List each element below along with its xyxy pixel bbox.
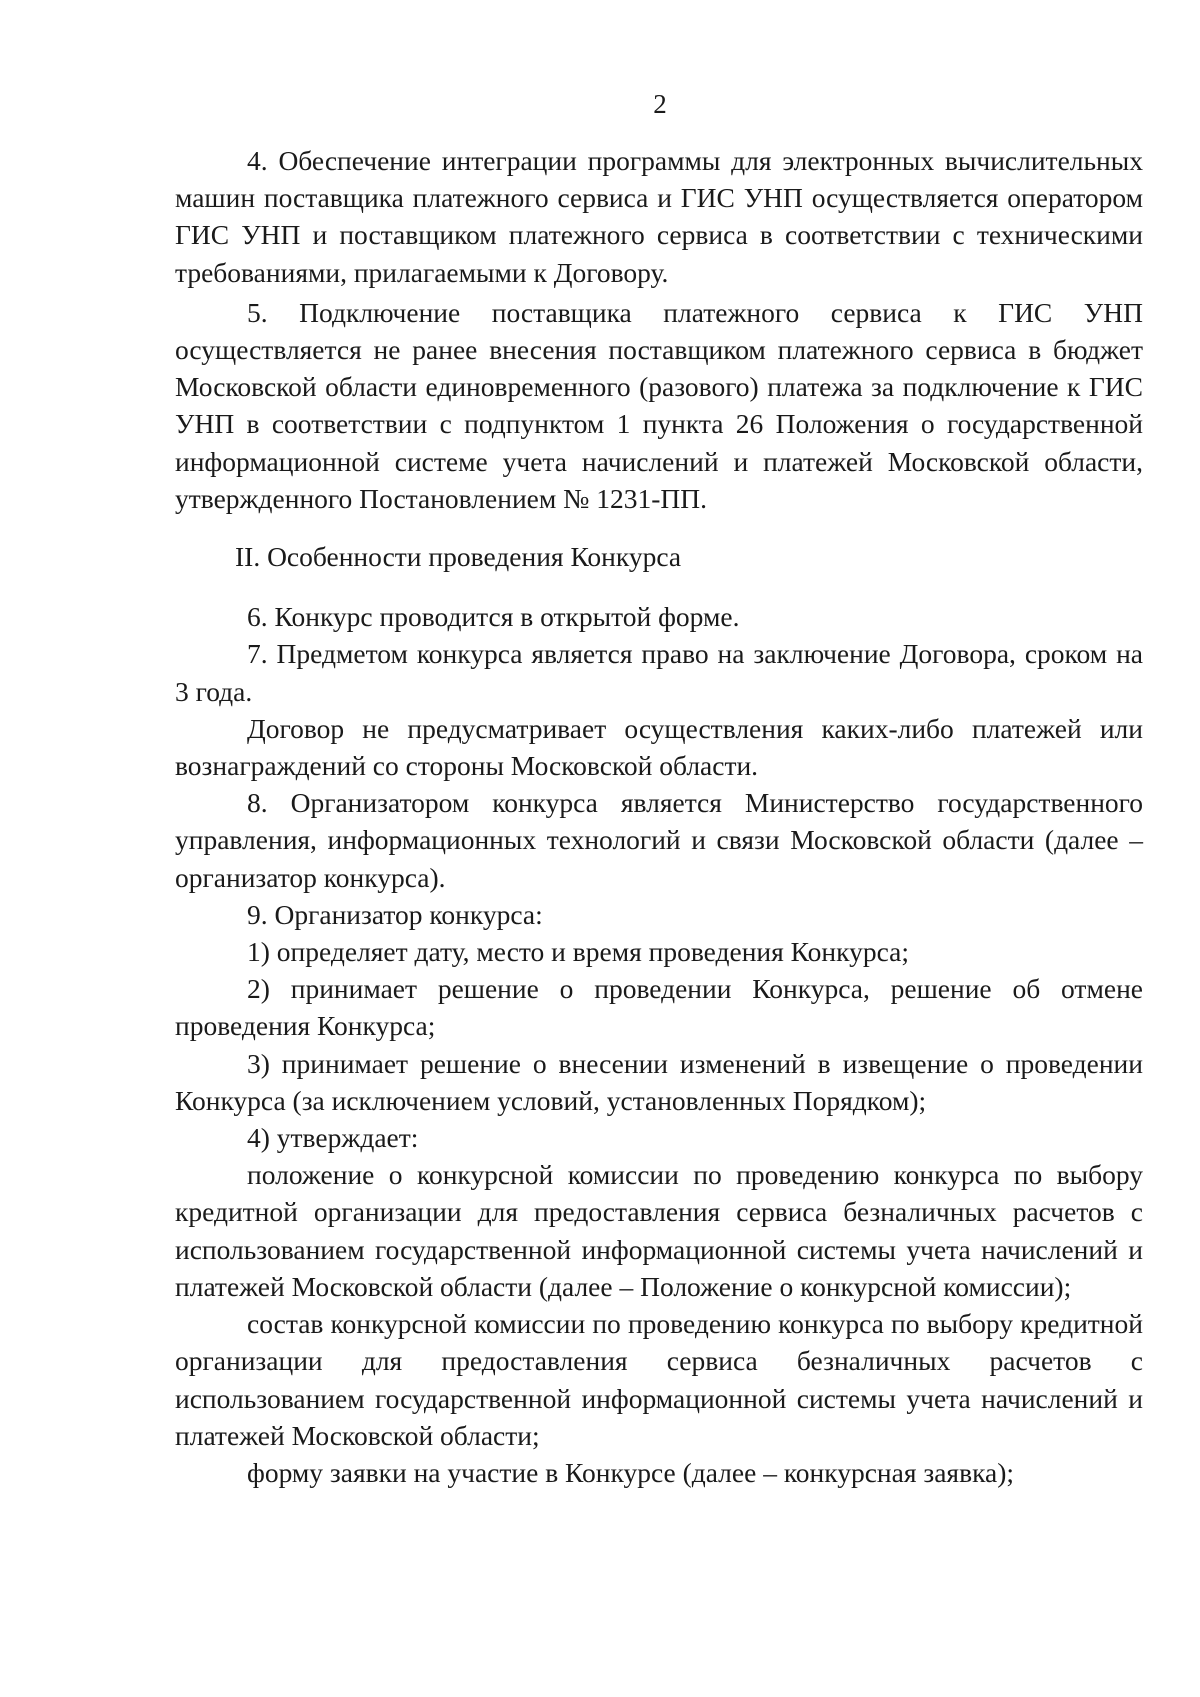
document-body bbox=[175, 142, 1143, 1491]
paragraph-7: 7. Предметом конкурса является право на заключение Договора, сроком на 3 года. bbox=[175, 638, 1143, 707]
section-heading: II. Особенности проведения Конкурса bbox=[235, 541, 682, 573]
paragraph-contract-note: Договор не предусматривает осуществления каких-либо платежей или вознаграждений со стороны Московской области. bbox=[175, 712, 1143, 782]
approval-item-regulation: положение о конкурсной комиссии по проведению конкурса по выбору кредитной организации для предоставления сервиса безналичных расчетов с использованием государственной информационной системы учета начислений и платежей Московской области (далее – Положение о конкурсной комиссии); bbox=[175, 1159, 1143, 1302]
approval-item-commission: состав конкурсной комиссии по проведению конкурса по выбору кредитной организации для предоставления сервиса безналичных расчетов с использованием государственной информационной системы учета начислений и платежей Московской области; bbox=[175, 1308, 1143, 1451]
paragraph-5: 5. Подключение поставщика платежного сервиса к ГИС УНП осуществляется не ранее внесения поставщиком платежного сервиса в бюджет Московской области единовременного (разового) платежа за подключение к ГИС УНП в соответствии с подпунктом 1 пункта 26 Положения о государственной информационной системе учета начислений и платежей Московской области, утвержденного Постановлением № 1231-ПП. bbox=[175, 296, 1143, 514]
page-number: 2 bbox=[653, 89, 667, 119]
list-item-4: 4) утверждает: bbox=[247, 1122, 419, 1154]
list-item-2: 2) принимает решение о проведении Конкурса, решение об отмене проведения Конкурса; bbox=[175, 973, 1143, 1042]
list-item-3: 3) принимает решение о внесении изменений в извещение о проведении Конкурса (за исключением условий, установленных Порядком); bbox=[175, 1047, 1143, 1116]
paragraph-4: 4. Обеспечение интеграции программы для электронных вычислительных машин поставщика платежного сервиса и ГИС УНП осуществляется оператором ГИС УНП и поставщиком платежного сервиса в соответствии с техническими требованиями, прилагаемыми к Договору. bbox=[175, 145, 1143, 288]
paragraph-6: 6. Конкурс проводится в открытой форме. bbox=[247, 601, 740, 633]
paragraph-8: 8. Организатором конкурса является Министерство государственного управления, информационных технологий и связи Московской области (далее – организатор конкурса). bbox=[175, 787, 1143, 893]
approval-item-application-form: форму заявки на участие в Конкурсе (далее – конкурсная заявка); bbox=[247, 1456, 1015, 1488]
list-item-1: 1) определяет дату, место и время проведения Конкурса; bbox=[247, 936, 909, 968]
paragraph-9: 9. Организатор конкурса: bbox=[247, 898, 543, 930]
